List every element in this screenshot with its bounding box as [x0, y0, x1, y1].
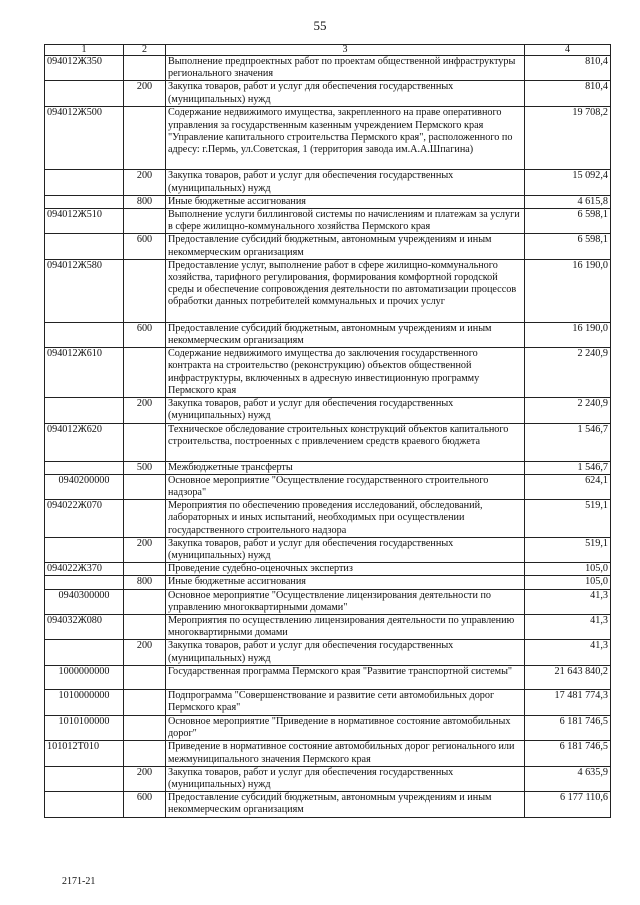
row-expense-type — [124, 741, 166, 766]
row-amount: 6 177 110,6 — [525, 792, 611, 818]
table-row — [45, 322, 611, 347]
row-description: Мероприятия по обеспечению проведения исследований, обследований, лабораторных и иных испытаний, необходимых при осуществлении государственного строительного надзора — [166, 500, 525, 538]
table-row — [45, 563, 611, 576]
row-amount: 19 708,2 — [525, 107, 611, 170]
row-amount: 16 190,0 — [525, 322, 611, 347]
table-row — [45, 589, 611, 614]
row-expense-type — [124, 423, 166, 461]
row-expense-type: 600 — [124, 792, 166, 818]
row-description: Выполнение предпроектных работ по проектам общественной инфраструктуры регионального значения — [166, 56, 525, 81]
row-description: Предоставление услуг, выполнение работ в сфере жилищно-коммунального хозяйства, тарифного регулирования, формирования комфортной городской среды и обеспечение сопровождения деятельности по автоматизации процессов обработки данных потребителей коммунальных и прочих услуг — [166, 259, 525, 322]
row-amount: 2 240,9 — [525, 348, 611, 398]
header-col-2: 2 — [124, 45, 166, 56]
row-code — [45, 792, 124, 818]
row-code: 094012Ж580 — [45, 259, 124, 322]
row-amount: 16 190,0 — [525, 259, 611, 322]
budget-table — [44, 44, 611, 818]
table-row — [45, 689, 611, 715]
row-expense-type — [124, 615, 166, 640]
row-code: 094012Ж620 — [45, 423, 124, 461]
table-row — [45, 398, 611, 423]
table-row — [45, 792, 611, 818]
row-amount: 6 181 746,5 — [525, 741, 611, 766]
row-code — [45, 576, 124, 589]
row-expense-type: 600 — [124, 322, 166, 347]
table-row — [45, 576, 611, 589]
row-expense-type — [124, 563, 166, 576]
row-code: 0940200000 — [45, 474, 124, 499]
table-row — [45, 741, 611, 766]
row-description: Государственная программа Пермского края "Развитие транспортной системы" — [166, 665, 525, 689]
row-expense-type — [124, 665, 166, 689]
row-code: 094022Ж370 — [45, 563, 124, 576]
row-description: Основное мероприятие "Осуществление лицензирования деятельности по управлению многоквартирными домами" — [166, 589, 525, 614]
row-code: 094012Ж350 — [45, 56, 124, 81]
table-row — [45, 715, 611, 740]
header-col-1: 1 — [45, 45, 124, 56]
row-description: Основное мероприятие "Осуществление государственного строительного надзора" — [166, 474, 525, 499]
row-description: Техническое обследование строительных конструкций объектов капитального строительства, построенных с привлечением средств краевого бюджета — [166, 423, 525, 461]
row-code: 094012Ж610 — [45, 348, 124, 398]
row-description: Закупка товаров, работ и услуг для обеспечения государственных (муниципальных) нужд — [166, 398, 525, 423]
row-amount: 21 643 840,2 — [525, 665, 611, 689]
table-row — [45, 259, 611, 322]
row-amount: 6 598,1 — [525, 209, 611, 234]
row-code: 094012Ж510 — [45, 209, 124, 234]
row-code: 094032Ж080 — [45, 615, 124, 640]
row-description: Иные бюджетные ассигнования — [166, 195, 525, 208]
table-row — [45, 461, 611, 474]
table-row — [45, 474, 611, 499]
row-description: Содержание недвижимого имущества, закрепленного на праве оперативного управления за государственным казенным учреждением Пермского края "Управление капитального строительства Пермского края", расположенного по адресу: г.Пермь, ул.Советская, 1 (территория завода им.А.А.Шпагина) — [166, 107, 525, 170]
row-amount: 17 481 774,3 — [525, 689, 611, 715]
row-expense-type: 200 — [124, 766, 166, 791]
table-row — [45, 107, 611, 170]
table-row — [45, 170, 611, 195]
row-code — [45, 170, 124, 195]
row-expense-type: 200 — [124, 537, 166, 562]
row-expense-type — [124, 589, 166, 614]
table-row — [45, 348, 611, 398]
header-col-3: 3 — [166, 45, 525, 56]
row-code — [45, 766, 124, 791]
table-header-row — [45, 45, 611, 56]
row-amount: 41,3 — [525, 640, 611, 665]
row-amount: 105,0 — [525, 576, 611, 589]
table-row — [45, 81, 611, 107]
row-expense-type — [124, 689, 166, 715]
row-description: Мероприятия по осуществлению лицензирования деятельности по управлению многоквартирными домами — [166, 615, 525, 640]
row-expense-type — [124, 107, 166, 170]
row-description: Закупка товаров, работ и услуг для обеспечения государственных (муниципальных) нужд — [166, 170, 525, 195]
row-amount: 1 546,7 — [525, 461, 611, 474]
row-code: 094012Ж500 — [45, 107, 124, 170]
row-code — [45, 234, 124, 259]
row-expense-type — [124, 500, 166, 538]
row-code — [45, 322, 124, 347]
row-expense-type: 200 — [124, 398, 166, 423]
table-row — [45, 209, 611, 234]
row-expense-type: 600 — [124, 234, 166, 259]
row-description: Основное мероприятие "Приведение в нормативное состояние автомобильных дорог" — [166, 715, 525, 740]
row-description: Межбюджетные трансферты — [166, 461, 525, 474]
table-row — [45, 195, 611, 208]
row-description: Закупка товаров, работ и услуг для обеспечения государственных (муниципальных) нужд — [166, 766, 525, 791]
row-expense-type: 800 — [124, 576, 166, 589]
row-expense-type: 500 — [124, 461, 166, 474]
row-code — [45, 640, 124, 665]
row-code — [45, 195, 124, 208]
row-amount: 2 240,9 — [525, 398, 611, 423]
row-description: Выполнение услуги биллинговой системы по начислениям и платежам за услуги в сфере жилищно-коммунального хозяйства Пермского края — [166, 209, 525, 234]
row-expense-type: 200 — [124, 81, 166, 107]
table-row — [45, 615, 611, 640]
row-amount: 810,4 — [525, 56, 611, 81]
row-code — [45, 537, 124, 562]
row-description: Приведение в нормативное состояние автомобильных дорог регионального или межмуниципального значения Пермского края — [166, 741, 525, 766]
row-description: Проведение судебно-оценочных экспертиз — [166, 563, 525, 576]
footer-code: 2171-21 — [62, 876, 96, 887]
row-code — [45, 398, 124, 423]
row-amount: 41,3 — [525, 589, 611, 614]
table-row — [45, 56, 611, 81]
row-expense-type: 200 — [124, 170, 166, 195]
row-code: 094022Ж070 — [45, 500, 124, 538]
row-code: 1010000000 — [45, 689, 124, 715]
row-amount: 15 092,4 — [525, 170, 611, 195]
row-code: 101012Т010 — [45, 741, 124, 766]
row-description: Иные бюджетные ассигнования — [166, 576, 525, 589]
table-row — [45, 537, 611, 562]
row-code: 1000000000 — [45, 665, 124, 689]
row-amount: 4 635,9 — [525, 766, 611, 791]
row-amount: 4 615,8 — [525, 195, 611, 208]
page-number: 55 — [313, 18, 327, 33]
table-row — [45, 234, 611, 259]
row-expense-type — [124, 715, 166, 740]
table-row — [45, 423, 611, 461]
header-col-4: 4 — [525, 45, 611, 56]
row-expense-type: 800 — [124, 195, 166, 208]
row-code — [45, 81, 124, 107]
row-expense-type — [124, 474, 166, 499]
row-description: Предоставление субсидий бюджетным, автономным учреждениям и иным некоммерческим организациям — [166, 792, 525, 818]
row-description: Закупка товаров, работ и услуг для обеспечения государственных (муниципальных) нужд — [166, 537, 525, 562]
table-row — [45, 766, 611, 791]
row-code: 1010100000 — [45, 715, 124, 740]
row-amount: 105,0 — [525, 563, 611, 576]
row-description: Подпрограмма "Совершенствование и развитие сети автомобильных дорог Пермского края" — [166, 689, 525, 715]
table-row — [45, 665, 611, 689]
table-row — [45, 640, 611, 665]
row-amount: 6 598,1 — [525, 234, 611, 259]
table-row — [45, 500, 611, 538]
row-expense-type: 200 — [124, 640, 166, 665]
row-amount: 6 181 746,5 — [525, 715, 611, 740]
row-amount: 519,1 — [525, 500, 611, 538]
row-amount: 1 546,7 — [525, 423, 611, 461]
row-description: Содержание недвижимого имущества до заключения государственного контракта на строительство (реконструкцию) объектов общественной инфраструктуры, включенных в адресную инвестиционную программу Пермского края — [166, 348, 525, 398]
row-description: Закупка товаров, работ и услуг для обеспечения государственных (муниципальных) нужд — [166, 640, 525, 665]
row-description: Предоставление субсидий бюджетным, автономным учреждениям и иным некоммерческим организациям — [166, 234, 525, 259]
row-expense-type — [124, 348, 166, 398]
row-expense-type — [124, 259, 166, 322]
row-code: 0940300000 — [45, 589, 124, 614]
row-amount: 519,1 — [525, 537, 611, 562]
row-expense-type — [124, 56, 166, 81]
row-description: Закупка товаров, работ и услуг для обеспечения государственных (муниципальных) нужд — [166, 81, 525, 107]
row-expense-type — [124, 209, 166, 234]
row-description: Предоставление субсидий бюджетным, автономным учреждениям и иным некоммерческим организациям — [166, 322, 525, 347]
row-amount: 41,3 — [525, 615, 611, 640]
row-code — [45, 461, 124, 474]
row-amount: 624,1 — [525, 474, 611, 499]
row-amount: 810,4 — [525, 81, 611, 107]
